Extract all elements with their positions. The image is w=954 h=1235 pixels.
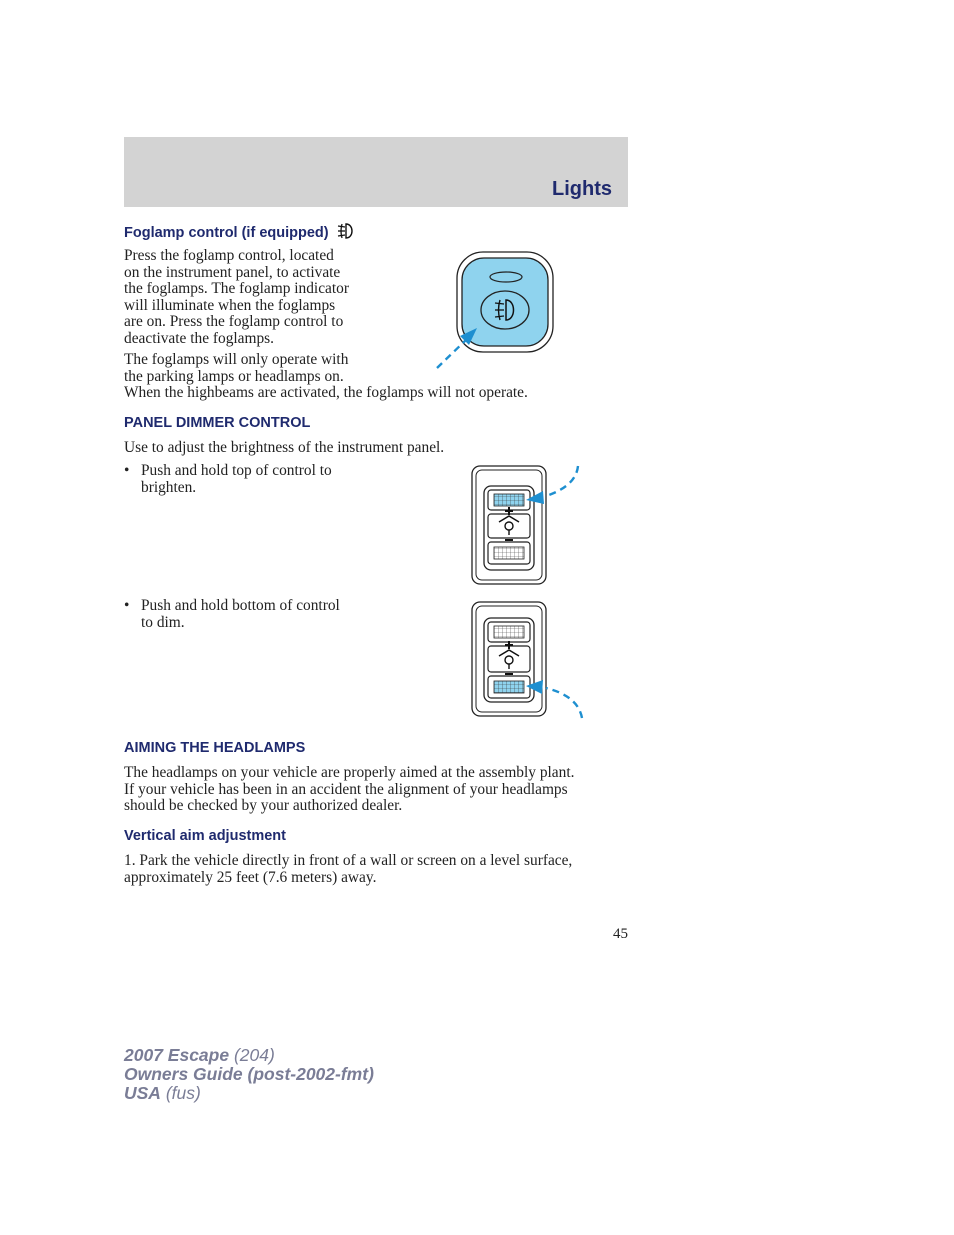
text-line: deactivate the foglamps. (124, 329, 274, 347)
foglamp-heading-text: Foglamp control (if equipped) (124, 225, 329, 241)
text-line: When the highbeams are activated, the foglamps will not operate. (124, 384, 528, 401)
text-line: brighten. (141, 478, 197, 496)
dimmer-dim-illustration (466, 596, 590, 726)
footer-line-model (124, 1046, 374, 1065)
dimmer-brighten-illustration (466, 460, 590, 590)
text-line: 1. Park the vehicle directly in front of a wall or screen on a level surface, (124, 852, 573, 869)
text-line: the parking lamps or headlamps on. (124, 367, 344, 385)
aiming-headlamps-heading: AIMING THE HEADLAMPS (124, 740, 306, 756)
text-line: Press the foglamp control, located (124, 247, 334, 264)
footer-model-code: (204) (229, 1045, 275, 1065)
text-line: are on. Press the foglamp control to (124, 313, 344, 330)
bullet-marker: • (124, 462, 130, 479)
bullet-brighten (124, 463, 332, 496)
footer-line-guide: Owners Guide (post-2002-fmt) (124, 1064, 374, 1084)
text-line: approximately 25 feet (7.6 meters) away. (124, 868, 377, 886)
foglamp-control-illustration (432, 248, 562, 374)
bullet-marker: • (124, 597, 130, 614)
foglamp-icon (336, 222, 358, 240)
text-line: If your vehicle has been in an accident the alignment of your headlamps (124, 780, 568, 798)
footer-line-market (124, 1084, 374, 1103)
document-footer (124, 1046, 374, 1103)
text-line: The foglamps will only operate with (124, 351, 349, 368)
text-line: The headlamps on your vehicle are properly aimed at the assembly plant. (124, 764, 575, 781)
text-line: the foglamps. The foglamp indicator (124, 280, 349, 297)
panel-dimmer-intro: Use to adjust the brightness of the instrument panel. (124, 439, 445, 456)
page-number: 45 (613, 926, 628, 942)
aiming-paragraph (124, 765, 574, 815)
footer-market-code: (fus) (160, 1083, 201, 1103)
text-line: on the instrument panel, to activate (124, 263, 341, 281)
footer-market: USA (124, 1083, 161, 1103)
bullet-dim (124, 598, 340, 631)
vertical-aim-heading: Vertical aim adjustment (124, 828, 286, 844)
text-line: Push and hold bottom of control (141, 597, 340, 614)
vertical-aim-step-1 (124, 853, 572, 886)
section-header-band (124, 137, 628, 207)
text-line: should be checked by your authorized dealer. (124, 797, 403, 814)
foglamp-heading (124, 222, 358, 241)
text-line: to dim. (141, 613, 185, 631)
footer-model: 2007 Escape (124, 1045, 230, 1065)
text-line: Push and hold top of control to (141, 462, 332, 479)
panel-dimmer-heading: PANEL DIMMER CONTROL (124, 415, 311, 431)
foglamp-paragraph-1 (124, 248, 349, 347)
section-title: Lights (552, 178, 612, 200)
text-line: will illuminate when the foglamps (124, 296, 336, 314)
